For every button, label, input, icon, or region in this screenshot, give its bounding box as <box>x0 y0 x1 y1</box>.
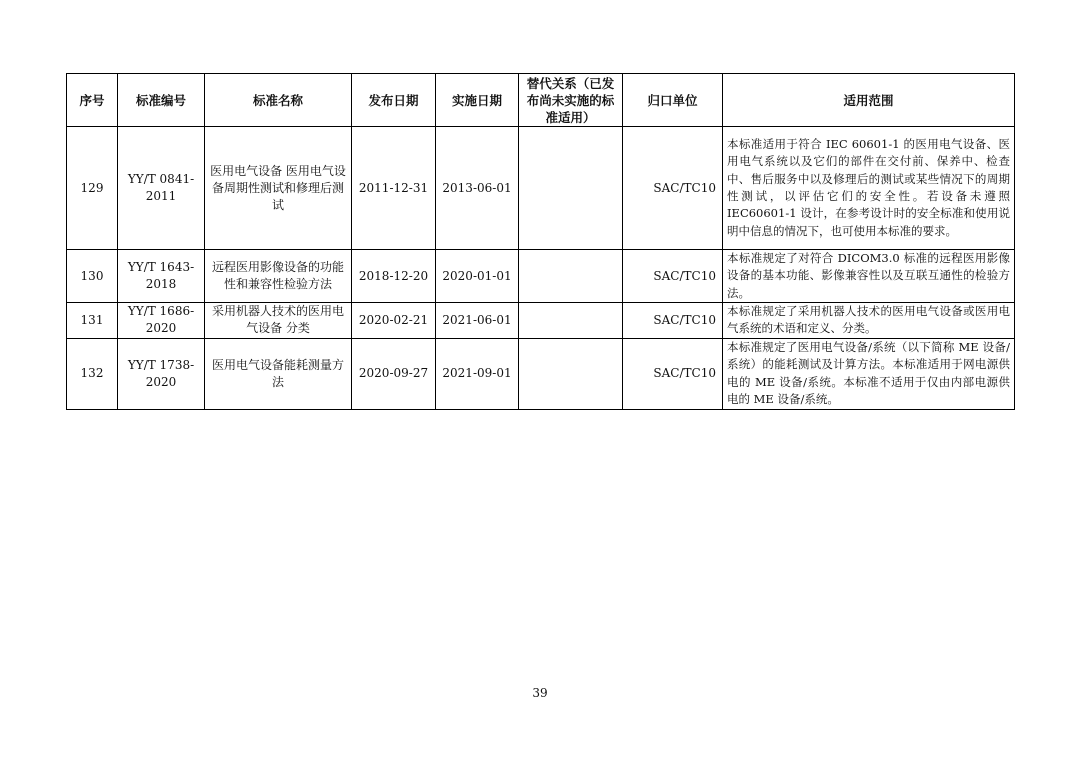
cell-implement-date: 2021-09-01 <box>436 338 519 409</box>
cell-publish-date: 2020-09-27 <box>352 338 436 409</box>
cell-name: 医用电气设备能耗测量方法 <box>205 338 352 409</box>
table-row <box>67 127 1015 250</box>
header-code: 标准编号 <box>118 74 205 127</box>
header-name: 标准名称 <box>205 74 352 127</box>
header-replacement: 替代关系（已发布尚未实施的标准适用） <box>519 74 623 127</box>
cell-code: YY/T 1643-2018 <box>118 250 205 303</box>
table-header-row <box>67 74 1015 127</box>
cell-no: 130 <box>67 250 118 303</box>
standards-table <box>66 73 1015 410</box>
cell-name: 采用机器人技术的医用电气设备 分类 <box>205 303 352 339</box>
cell-scope: 本标准规定了医用电气设备/系统（以下简称 ME 设备/系统）的能耗测试及计算方法。本标准适用于网电源供电的 ME 设备/系统。本标准不适用于仅由内部电源供电的 ME 设备/系统。 <box>723 338 1015 409</box>
page-number: 39 <box>532 686 548 700</box>
cell-replacement <box>519 338 623 409</box>
table-row <box>67 250 1015 303</box>
header-publish-date: 发布日期 <box>352 74 436 127</box>
table-row <box>67 303 1015 339</box>
cell-name: 远程医用影像设备的功能性和兼容性检验方法 <box>205 250 352 303</box>
cell-scope: 本标准规定了采用机器人技术的医用电气设备或医用电气系统的术语和定义、分类。 <box>723 303 1015 339</box>
cell-publish-date: 2018-12-20 <box>352 250 436 303</box>
cell-name: 医用电气设备 医用电气设备周期性测试和修理后测试 <box>205 127 352 250</box>
cell-scope: 本标准适用于符合 IEC 60601-1 的医用电气设备、医用电气系统以及它们的部件在交付前、保养中、检查中、售后服务中以及修理后的测试或某些情况下的周期性测试，以评估它们的安全性。若设备未遵照 IEC60601-1 设计，在参考设计时的安全标准和使用说明中信息的情况下，也可使用本标准的要求。 <box>723 127 1015 250</box>
cell-unit: SAC/TC10 <box>623 303 723 339</box>
cell-no: 132 <box>67 338 118 409</box>
cell-code: YY/T 1738-2020 <box>118 338 205 409</box>
header-implement-date: 实施日期 <box>436 74 519 127</box>
cell-publish-date: 2011-12-31 <box>352 127 436 250</box>
cell-implement-date: 2021-06-01 <box>436 303 519 339</box>
header-scope: 适用范围 <box>723 74 1015 127</box>
cell-no: 131 <box>67 303 118 339</box>
header-no: 序号 <box>67 74 118 127</box>
cell-scope: 本标准规定了对符合 DICOM3.0 标准的远程医用影像设备的基本功能、影像兼容性以及互联互通性的检验方法。 <box>723 250 1015 303</box>
header-unit: 归口单位 <box>623 74 723 127</box>
cell-replacement <box>519 250 623 303</box>
cell-publish-date: 2020-02-21 <box>352 303 436 339</box>
cell-unit: SAC/TC10 <box>623 127 723 250</box>
cell-unit: SAC/TC10 <box>623 338 723 409</box>
cell-code: YY/T 0841-2011 <box>118 127 205 250</box>
cell-no: 129 <box>67 127 118 250</box>
cell-code: YY/T 1686-2020 <box>118 303 205 339</box>
cell-replacement <box>519 303 623 339</box>
cell-unit: SAC/TC10 <box>623 250 723 303</box>
cell-implement-date: 2020-01-01 <box>436 250 519 303</box>
cell-replacement <box>519 127 623 250</box>
table-row <box>67 338 1015 409</box>
cell-implement-date: 2013-06-01 <box>436 127 519 250</box>
